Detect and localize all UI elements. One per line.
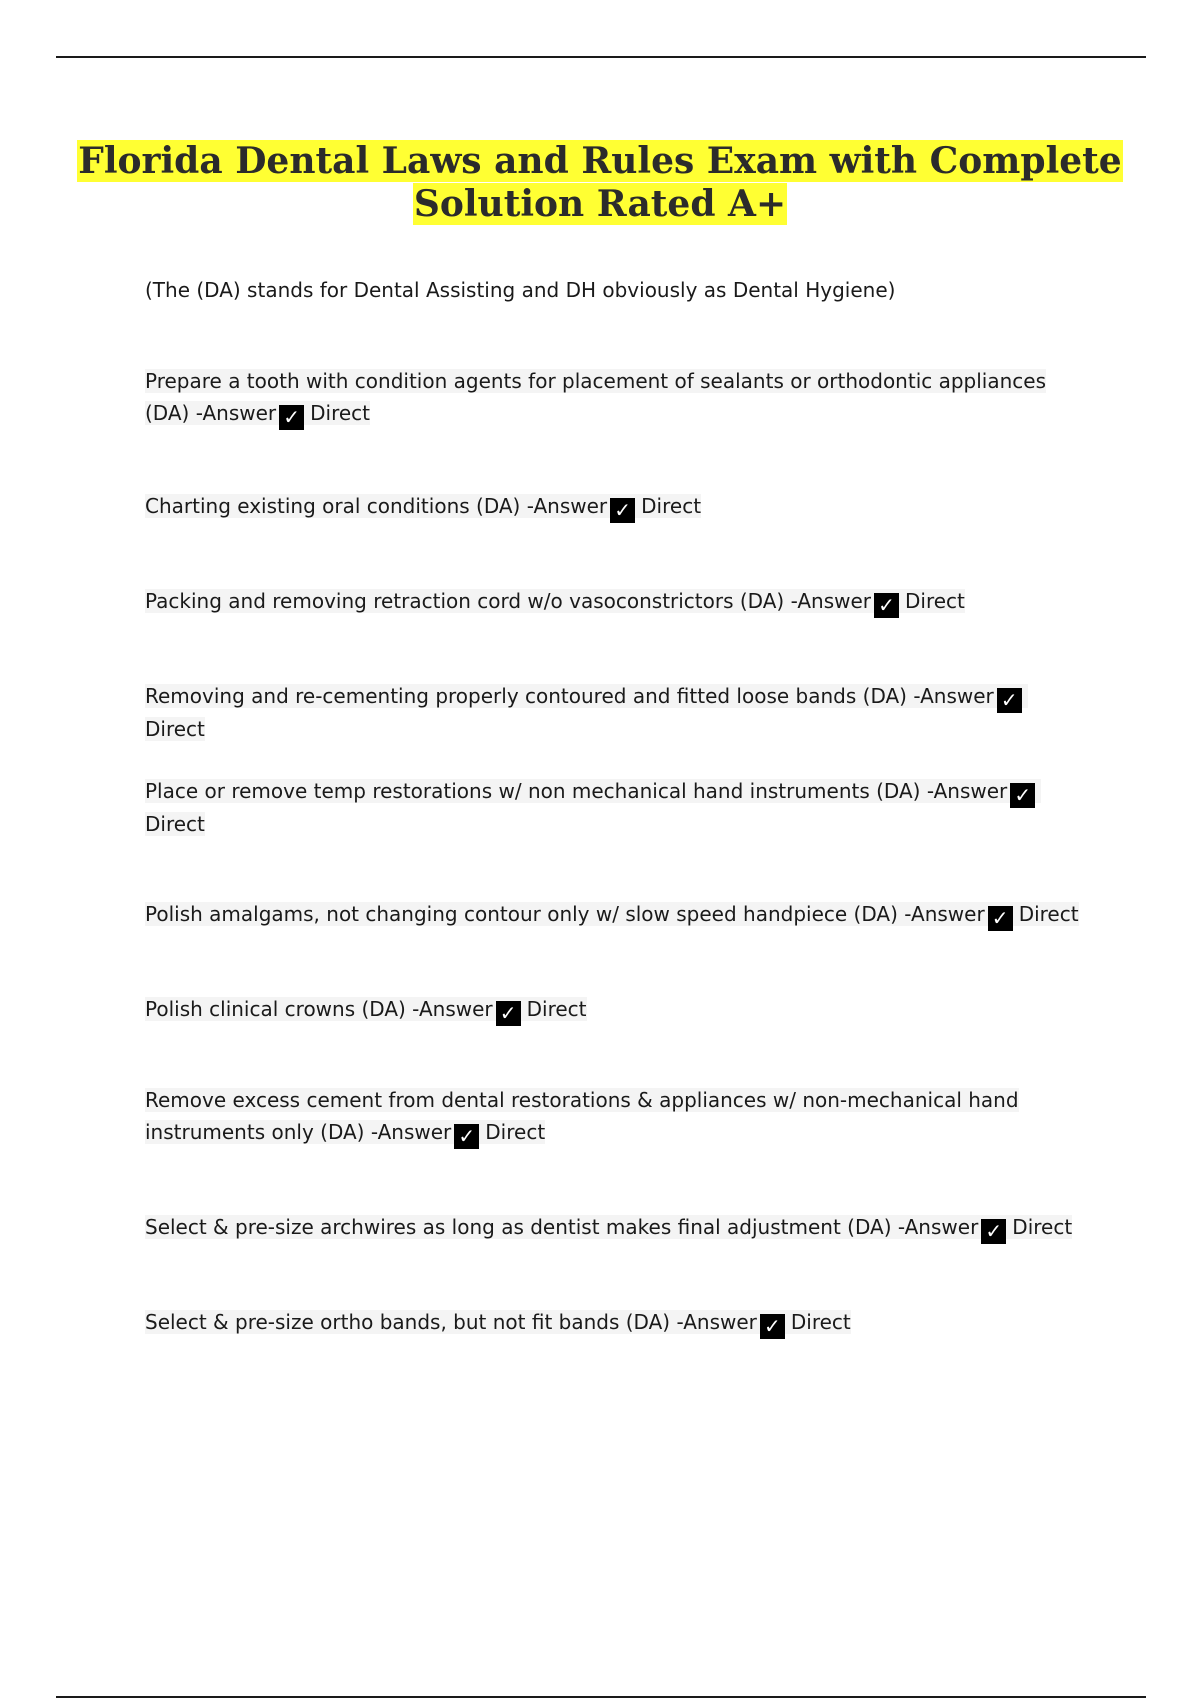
question-text: Select & pre-size archwires as long as dentist makes final adjustment (DA) -Answer: [145, 1215, 979, 1239]
qa-item: [145, 585, 965, 618]
checkmark-icon: ✓: [760, 1314, 785, 1339]
qa-item: [145, 680, 1085, 745]
answer-text: Direct: [790, 1310, 851, 1334]
question-text: Prepare a tooth with condition agents for placement of sealants or orthodontic appliances (DA) -Answer: [145, 369, 1047, 425]
title-line-2: Solution Rated A+: [413, 183, 787, 225]
question-text: Select & pre-size ortho bands, but not fit bands (DA) -Answer: [145, 1310, 757, 1334]
checkmark-icon: ✓: [1010, 783, 1035, 808]
qa-item: [145, 898, 1079, 931]
top-divider: [56, 56, 1146, 58]
checkmark-icon: ✓: [874, 593, 899, 618]
checkmark-icon: ✓: [279, 405, 304, 430]
answer-text: Direct: [905, 589, 965, 613]
answer-text: Direct: [526, 997, 587, 1021]
checkmark-icon: ✓: [988, 906, 1013, 931]
question-text: Charting existing oral conditions (DA) -Answer: [145, 494, 608, 518]
qa-item: [145, 1084, 1085, 1149]
qa-item: [145, 365, 1085, 430]
answer-text: Direct: [485, 1120, 546, 1144]
answer-text: Direct: [310, 401, 371, 425]
question-text: Polish clinical crowns (DA) -Answer: [145, 997, 493, 1021]
question-text: Removing and re-cementing properly contoured and fitted loose bands (DA) -Answer: [145, 684, 994, 708]
checkmark-icon: ✓: [610, 498, 635, 523]
qa-item: [145, 490, 701, 523]
question-text: Polish amalgams, not changing contour only w/ slow speed handpiece (DA) -Answer: [145, 902, 985, 926]
qa-item: [145, 775, 1085, 840]
answer-text: Direct: [1012, 1215, 1073, 1239]
document-title: [0, 140, 1200, 226]
answer-text: Direct: [145, 812, 205, 836]
title-line-1: Florida Dental Laws and Rules Exam with Complete: [78, 140, 1122, 182]
qa-item: [145, 1306, 851, 1339]
answer-text: Direct: [641, 494, 702, 518]
intro-text: (The (DA) stands for Dental Assisting and DH obviously as Dental Hygiene): [145, 278, 896, 302]
qa-item: [145, 993, 587, 1026]
question-text: Packing and removing retraction cord w/o vasoconstrictors (DA) -Answer: [145, 589, 872, 613]
question-text: Remove excess cement from dental restorations & appliances w/ non-mechanical hand instruments only (DA) -Answer: [145, 1088, 1019, 1144]
answer-text: Direct: [1018, 902, 1079, 926]
question-text: Place or remove temp restorations w/ non mechanical hand instruments (DA) -Answer: [145, 779, 1008, 803]
checkmark-icon: ✓: [997, 688, 1022, 713]
checkmark-icon: ✓: [496, 1001, 521, 1026]
checkmark-icon: ✓: [454, 1124, 479, 1149]
bottom-divider: [56, 1696, 1146, 1698]
answer-text: Direct: [145, 717, 205, 741]
qa-item: [145, 1211, 1072, 1244]
checkmark-icon: ✓: [981, 1219, 1006, 1244]
